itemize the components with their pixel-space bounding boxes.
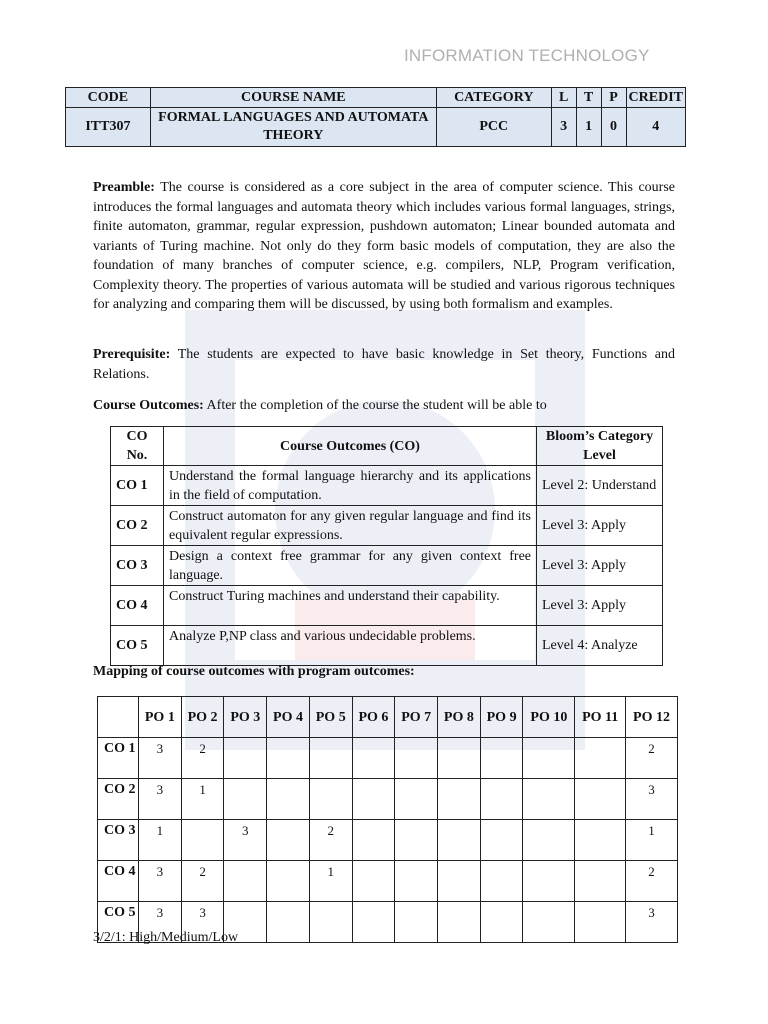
mapping-cell	[395, 779, 438, 820]
mapping-cell	[438, 861, 481, 902]
co-number: CO 1	[111, 466, 164, 506]
mapping-cell: 3	[181, 902, 224, 943]
mapping-cell	[480, 902, 523, 943]
mapping-cell	[395, 902, 438, 943]
co-blooms-level: Level 4: Analyze	[537, 626, 663, 666]
mapping-cell	[575, 861, 626, 902]
prerequisite-text: The students are expected to have basic knowledge in Set theory, Functions and Relations.	[93, 347, 676, 382]
mapping-cell	[480, 820, 523, 861]
co-text-header: Course Outcomes (CO)	[164, 427, 537, 466]
table-row	[98, 738, 678, 779]
co-blooms-level: Level 3: Apply	[537, 546, 663, 586]
course-credit: 4	[626, 108, 685, 147]
mapping-cell	[523, 779, 575, 820]
course-outcomes-intro	[93, 396, 675, 416]
po-header: PO 3	[224, 697, 267, 738]
co-number: CO 3	[111, 546, 164, 586]
blooms-level-header: Bloom’s Category Level	[537, 427, 663, 466]
table-row	[111, 546, 663, 586]
mapping-cell	[352, 738, 395, 779]
mapping-cell	[480, 738, 523, 779]
po-header: PO 10	[523, 697, 575, 738]
mapping-cell: 3	[139, 902, 182, 943]
mapping-cell	[575, 779, 626, 820]
po-header: PO 5	[309, 697, 352, 738]
mapping-cell: 3	[139, 779, 182, 820]
table-row	[98, 779, 678, 820]
mapping-cell: 3	[626, 779, 678, 820]
mapping-cell	[224, 779, 267, 820]
mapping-cell: 1	[626, 820, 678, 861]
table-row	[111, 506, 663, 546]
co-blooms-level: Level 2: Understand	[537, 466, 663, 506]
header-course-name: COURSE NAME	[150, 88, 436, 108]
course-info-table	[65, 87, 686, 147]
co-row-label: CO 4	[98, 861, 139, 902]
co-row-label: CO 1	[98, 738, 139, 779]
mapping-cell	[267, 738, 310, 779]
preamble-text: The course is considered as a core subject in the area of computer science. This course introduces the formal languages and automata theory which includes various formal languages, strings, finite automaton, grammar, regular expression, pushdown automaton; Linear bounded automata and variants of Turing machine. Not only do they form basic models of computation, they are also the foundation of many branches of computer science, e.g. compilers, NLP, Program verification, Complexity theory. The properties of various automata will be studied and various rigorous techniques for analyzing and comparing them will be discussed, by using both formalism and examples.	[93, 180, 675, 312]
mapping-cell	[523, 861, 575, 902]
course-name: FORMAL LANGUAGES AND AUTOMATA THEORY	[150, 108, 436, 147]
table-row	[98, 861, 678, 902]
mapping-cell	[352, 861, 395, 902]
preamble-paragraph	[93, 178, 675, 315]
mapping-cell: 3	[139, 861, 182, 902]
prerequisite-paragraph	[93, 345, 675, 384]
mapping-cell	[480, 779, 523, 820]
co-description: Construct automaton for any given regular language and find its equivalent regular expressions.	[164, 506, 537, 546]
mapping-cell	[395, 738, 438, 779]
mapping-title: Mapping of course outcomes with program outcomes:	[93, 664, 415, 679]
course-t: 1	[576, 108, 601, 147]
co-number: CO 5	[111, 626, 164, 666]
co-number: CO 4	[111, 586, 164, 626]
mapping-cell	[575, 738, 626, 779]
co-number: CO 2	[111, 506, 164, 546]
co-no-header: CO No.	[111, 427, 164, 466]
mapping-cell	[395, 820, 438, 861]
po-header: PO 11	[575, 697, 626, 738]
header-p: P	[601, 88, 626, 108]
po-header: PO 2	[181, 697, 224, 738]
mapping-cell	[575, 820, 626, 861]
po-header: PO 1	[139, 697, 182, 738]
mapping-cell	[267, 779, 310, 820]
header-t: T	[576, 88, 601, 108]
course-l: 3	[551, 108, 576, 147]
table-row	[98, 820, 678, 861]
course-outcomes-label: Course Outcomes:	[93, 398, 204, 413]
co-description: Understand the formal language hierarchy and its applications in the field of computation.	[164, 466, 537, 506]
mapping-cell	[438, 738, 481, 779]
co-row-label: CO 5	[98, 902, 139, 943]
mapping-cell	[267, 902, 310, 943]
mapping-cell: 1	[309, 861, 352, 902]
mapping-cell	[438, 779, 481, 820]
po-header: PO 8	[438, 697, 481, 738]
co-row-label: CO 2	[98, 779, 139, 820]
mapping-cell: 1	[181, 779, 224, 820]
course-outcomes-table	[110, 426, 663, 666]
corner-cell	[98, 697, 139, 738]
course-outcomes-intro-text: After the completion of the course the student will be able to	[206, 398, 547, 413]
mapping-cell	[309, 902, 352, 943]
department-header: INFORMATION TECHNOLOGY	[404, 46, 650, 65]
co-description: Design a context free grammar for any given context free language.	[164, 546, 537, 586]
header-code: CODE	[66, 88, 151, 108]
header-l: L	[551, 88, 576, 108]
prerequisite-label: Prerequisite:	[93, 347, 171, 362]
mapping-cell	[352, 779, 395, 820]
co-row-label: CO 3	[98, 820, 139, 861]
co-description: Analyze P,NP class and various undecidable problems.	[164, 626, 537, 666]
mapping-cell: 3	[626, 902, 678, 943]
mapping-cell	[352, 820, 395, 861]
mapping-cell	[309, 738, 352, 779]
table-row	[111, 466, 663, 506]
header-category: CATEGORY	[436, 88, 551, 108]
mapping-legend: 3/2/1: High/Medium/Low	[93, 930, 239, 945]
table-row	[111, 586, 663, 626]
mapping-cell: 2	[626, 738, 678, 779]
course-category: PCC	[436, 108, 551, 147]
co-po-mapping-table	[97, 696, 678, 943]
po-header: PO 6	[352, 697, 395, 738]
po-header: PO 12	[626, 697, 678, 738]
mapping-cell	[438, 902, 481, 943]
po-header: PO 4	[267, 697, 310, 738]
mapping-cell	[224, 738, 267, 779]
mapping-cell	[523, 902, 575, 943]
mapping-cell	[267, 820, 310, 861]
table-row	[111, 626, 663, 666]
course-code: ITT307	[66, 108, 151, 147]
mapping-cell	[575, 902, 626, 943]
mapping-cell	[523, 820, 575, 861]
po-header: PO 7	[395, 697, 438, 738]
mapping-cell	[309, 779, 352, 820]
co-description: Construct Turing machines and understand their capability.	[164, 586, 537, 626]
mapping-cell: 3	[224, 820, 267, 861]
mapping-cell: 1	[139, 820, 182, 861]
mapping-cell	[480, 861, 523, 902]
course-p: 0	[601, 108, 626, 147]
co-blooms-level: Level 3: Apply	[537, 586, 663, 626]
mapping-cell	[181, 820, 224, 861]
mapping-cell: 2	[181, 738, 224, 779]
preamble-label: Preamble:	[93, 180, 155, 195]
mapping-cell	[267, 861, 310, 902]
header-credit: CREDIT	[626, 88, 685, 108]
co-blooms-level: Level 3: Apply	[537, 506, 663, 546]
mapping-cell	[352, 902, 395, 943]
mapping-cell: 2	[626, 861, 678, 902]
mapping-cell	[523, 738, 575, 779]
mapping-cell	[438, 820, 481, 861]
mapping-cell: 2	[309, 820, 352, 861]
po-header: PO 9	[480, 697, 523, 738]
mapping-cell	[224, 861, 267, 902]
mapping-cell: 2	[181, 861, 224, 902]
mapping-cell: 3	[139, 738, 182, 779]
mapping-cell	[395, 861, 438, 902]
